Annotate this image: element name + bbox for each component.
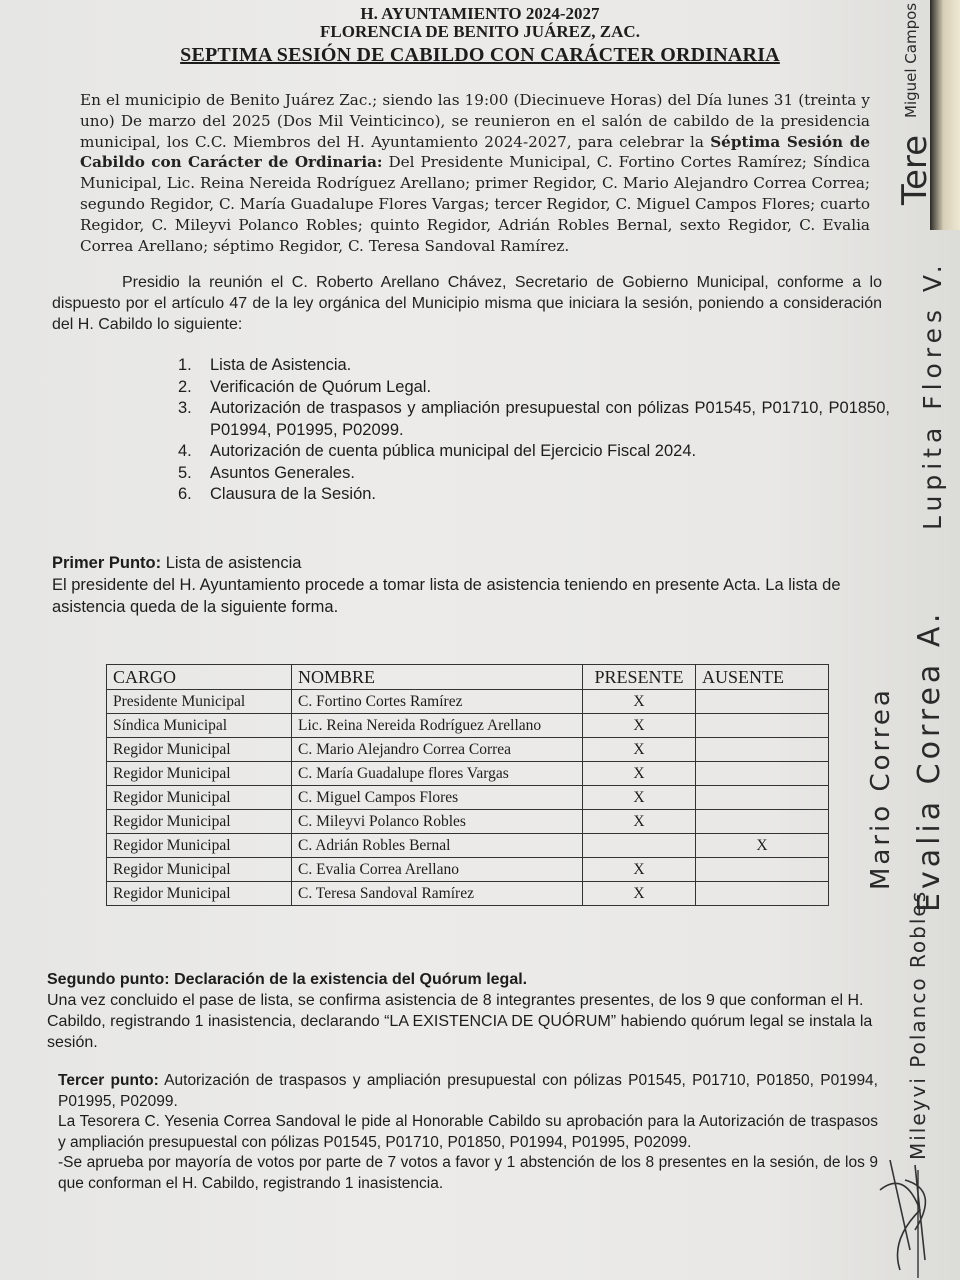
- agenda-number: 6.: [178, 485, 192, 503]
- cell-presente: X: [583, 810, 696, 834]
- presidio-paragraph: Presidio la reunión el C. Roberto Arellano Chávez, Secretario de Gobierno Municipal, conforme a lo dispuesto por el artículo 47 de la ley orgánica del Municipio misma que iniciara la sesión, poniendo a consideración del H. Cabildo lo siguiente:: [52, 274, 882, 333]
- signature-lupita: Lupita Flores V.: [918, 260, 947, 530]
- intro-text-2: Del Presidente Municipal, C. Fortino Cortes Ramírez; Síndica Municipal, Lic. Reina Nereida Rodríguez Arellano; primer Regidor, C. Mario Alejandro Correa Correa; segundo Regidor, C. María Guadalupe Flores Vargas; tercer Regidor, C. Miguel Campos Flores; cuarto Regidor, C. Mileyvi Polanco Robles; quinto Regidor, Adrián Robles Bernal, sexto Regidor, C. Evalia Correa Arellano; séptimo Regidor, C. Teresa Sandoval Ramírez.: [80, 153, 870, 255]
- cell-cargo: Regidor Municipal: [107, 762, 292, 786]
- agenda-number: 1.: [178, 356, 192, 374]
- cell-cargo: Regidor Municipal: [107, 810, 292, 834]
- cell-nombre: C. Teresa Sandoval Ramírez: [292, 882, 583, 906]
- signature-miguel: Miguel Campos: [902, 2, 920, 118]
- cell-presente: X: [583, 714, 696, 738]
- agenda-item: [178, 377, 890, 399]
- table-row: [107, 858, 829, 882]
- header-nombre: NOMBRE: [292, 665, 583, 690]
- cell-ausente: X: [696, 834, 829, 858]
- cell-ausente: [696, 690, 829, 714]
- table-row: [107, 738, 829, 762]
- cell-presente: [583, 834, 696, 858]
- cell-presente: X: [583, 858, 696, 882]
- primer-punto-heading: [52, 552, 902, 574]
- cell-nombre: C. Miguel Campos Flores: [292, 786, 583, 810]
- agenda-text: Verificación de Quórum Legal.: [210, 377, 432, 396]
- cell-cargo: Síndica Municipal: [107, 714, 292, 738]
- signature-tere: Tere: [895, 134, 935, 205]
- agenda-text: Clausura de la Sesión.: [210, 485, 377, 503]
- intro-paragraph: [80, 90, 870, 256]
- header-presente: PRESENTE: [583, 665, 696, 690]
- cell-nombre: C. Mileyvi Polanco Robles: [292, 810, 583, 834]
- table-row: [107, 714, 829, 738]
- table-header-row: [107, 665, 829, 690]
- cell-cargo: Presidente Municipal: [107, 690, 292, 714]
- table-row: [107, 762, 829, 786]
- tercer-punto-label: Tercer punto:: [58, 1072, 159, 1089]
- cell-ausente: [696, 738, 829, 762]
- table-row: [107, 690, 829, 714]
- agenda-list: [178, 355, 890, 506]
- tercer-punto-title: Autorización de traspasos y ampliación presupuestal con pólizas P01545, P01710, P01850, P01994, P01995, P02099.: [58, 1072, 878, 1110]
- segundo-punto-section: [47, 969, 907, 1053]
- cell-ausente: [696, 762, 829, 786]
- header-ausente: AUSENTE: [696, 665, 829, 690]
- tercer-punto-vote: -Se aprueba por mayoría de votos por parte de 7 votos a favor y 1 abstención de los 8 presentes en la sesión, de los 9 que conforman el H. Cabildo, registrando 1 inasistencia.: [58, 1154, 878, 1192]
- cell-nombre: C. Adrián Robles Bernal: [292, 834, 583, 858]
- tercer-punto-text: La Tesorera C. Yesenia Correa Sandoval le pide al Honorable Cabildo su aprobación para la Autorización de traspasos y ampliación presupuestal con pólizas P01545, P01710, P01850, P01994, P01995, P02099.: [58, 1113, 878, 1151]
- cell-cargo: Regidor Municipal: [107, 858, 292, 882]
- agenda-item: [178, 463, 890, 485]
- cell-nombre: C. María Guadalupe flores Vargas: [292, 762, 583, 786]
- agenda-item: [178, 484, 890, 506]
- intro-text-1: En el municipio de Benito Juárez Zac.; siendo las 19:00 (Diecinueve Horas) del Día lunes 31 (treinta y uno) De marzo del 2025 (Dos Mil Veinticinco), se reunieron en el salón de cabildo de la presidencia municipal, los C.C. Miembros del H. Ayuntamiento 2024-2027, para celebrar la: [80, 91, 870, 151]
- header-cargo: CARGO: [107, 665, 292, 690]
- agenda-item: [178, 441, 890, 463]
- cell-nombre: Lic. Reina Nereida Rodríguez Arellano: [292, 714, 583, 738]
- cell-nombre: C. Mario Alejandro Correa Correa: [292, 738, 583, 762]
- agenda-number: 2.: [178, 377, 192, 396]
- agenda-number: 4.: [178, 442, 192, 460]
- document-title: SEPTIMA SESIÓN DE CABILDO CON CARÁCTER ORDINARIA: [180, 44, 780, 66]
- header-ayuntamiento: H. AYUNTAMIENTO 2024-2027: [360, 4, 600, 23]
- table-row: [107, 834, 829, 858]
- primer-punto-text: El presidente del H. Ayuntamiento procede a tomar lista de asistencia teniendo en presente Acta. La lista de asistencia queda de la siguiente forma.: [52, 576, 841, 616]
- agenda-text: Autorización de cuenta pública municipal del Ejercicio Fiscal 2024.: [210, 442, 697, 460]
- agenda-item: [178, 355, 890, 377]
- intro-session-name: Séptima Sesión de Cabildo con Carácter de Ordinaria:: [80, 132, 870, 172]
- signature-scribble-icon: [870, 1150, 960, 1280]
- agenda-text: Autorización de traspasos y ampliación presupuestal con pólizas P01545, P01710, P01850, P01994, P01995, P02099.: [210, 399, 890, 439]
- primer-punto-section: [52, 552, 902, 618]
- agenda-text: Asuntos Generales.: [210, 463, 355, 482]
- header-municipio: FLORENCIA DE BENITO JUÁREZ, ZAC.: [320, 22, 640, 41]
- cell-cargo: Regidor Municipal: [107, 882, 292, 906]
- signature-mario: Mario Correa: [866, 687, 896, 890]
- primer-punto-title: Lista de asistencia: [161, 554, 302, 572]
- attendance-table: [106, 664, 829, 906]
- agenda-item: [178, 398, 890, 441]
- agenda-number: 3.: [178, 399, 192, 417]
- primer-punto-label: Primer Punto:: [52, 554, 162, 572]
- cell-nombre: C. Evalia Correa Arellano: [292, 858, 583, 882]
- segundo-punto-title: Segundo punto: Declaración de la existencia del Quórum legal.: [47, 971, 528, 988]
- cell-ausente: [696, 858, 829, 882]
- table-row: [107, 786, 829, 810]
- cell-cargo: Regidor Municipal: [107, 834, 292, 858]
- signature-evalia: Evalia Correa A.: [912, 609, 947, 912]
- table-row: [107, 810, 829, 834]
- cell-presente: X: [583, 786, 696, 810]
- segundo-punto-text: Una vez concluido el pase de lista, se confirma asistencia de 8 integrantes presentes, de los 9 que conforman el H. Cabildo, registrando 1 inasistencia, declarando “LA EXISTENCIA DE QUÓRUM” habiendo quórum legal se instala la sesión.: [47, 992, 873, 1051]
- cell-nombre: C. Fortino Cortes Ramírez: [292, 690, 583, 714]
- cell-cargo: Regidor Municipal: [107, 738, 292, 762]
- cell-presente: X: [583, 738, 696, 762]
- signature-mileyvi: Mileyvi Polanco Robles: [906, 889, 930, 1160]
- table-row: [107, 882, 829, 906]
- cell-cargo: Regidor Municipal: [107, 786, 292, 810]
- cell-presente: X: [583, 882, 696, 906]
- cell-ausente: [696, 714, 829, 738]
- cell-ausente: [696, 882, 829, 906]
- agenda-text: Lista de Asistencia.: [210, 356, 352, 374]
- cell-ausente: [696, 810, 829, 834]
- cell-ausente: [696, 786, 829, 810]
- tercer-punto-section: [58, 1071, 878, 1195]
- cell-presente: X: [583, 762, 696, 786]
- agenda-number: 5.: [178, 463, 192, 482]
- cell-presente: X: [583, 690, 696, 714]
